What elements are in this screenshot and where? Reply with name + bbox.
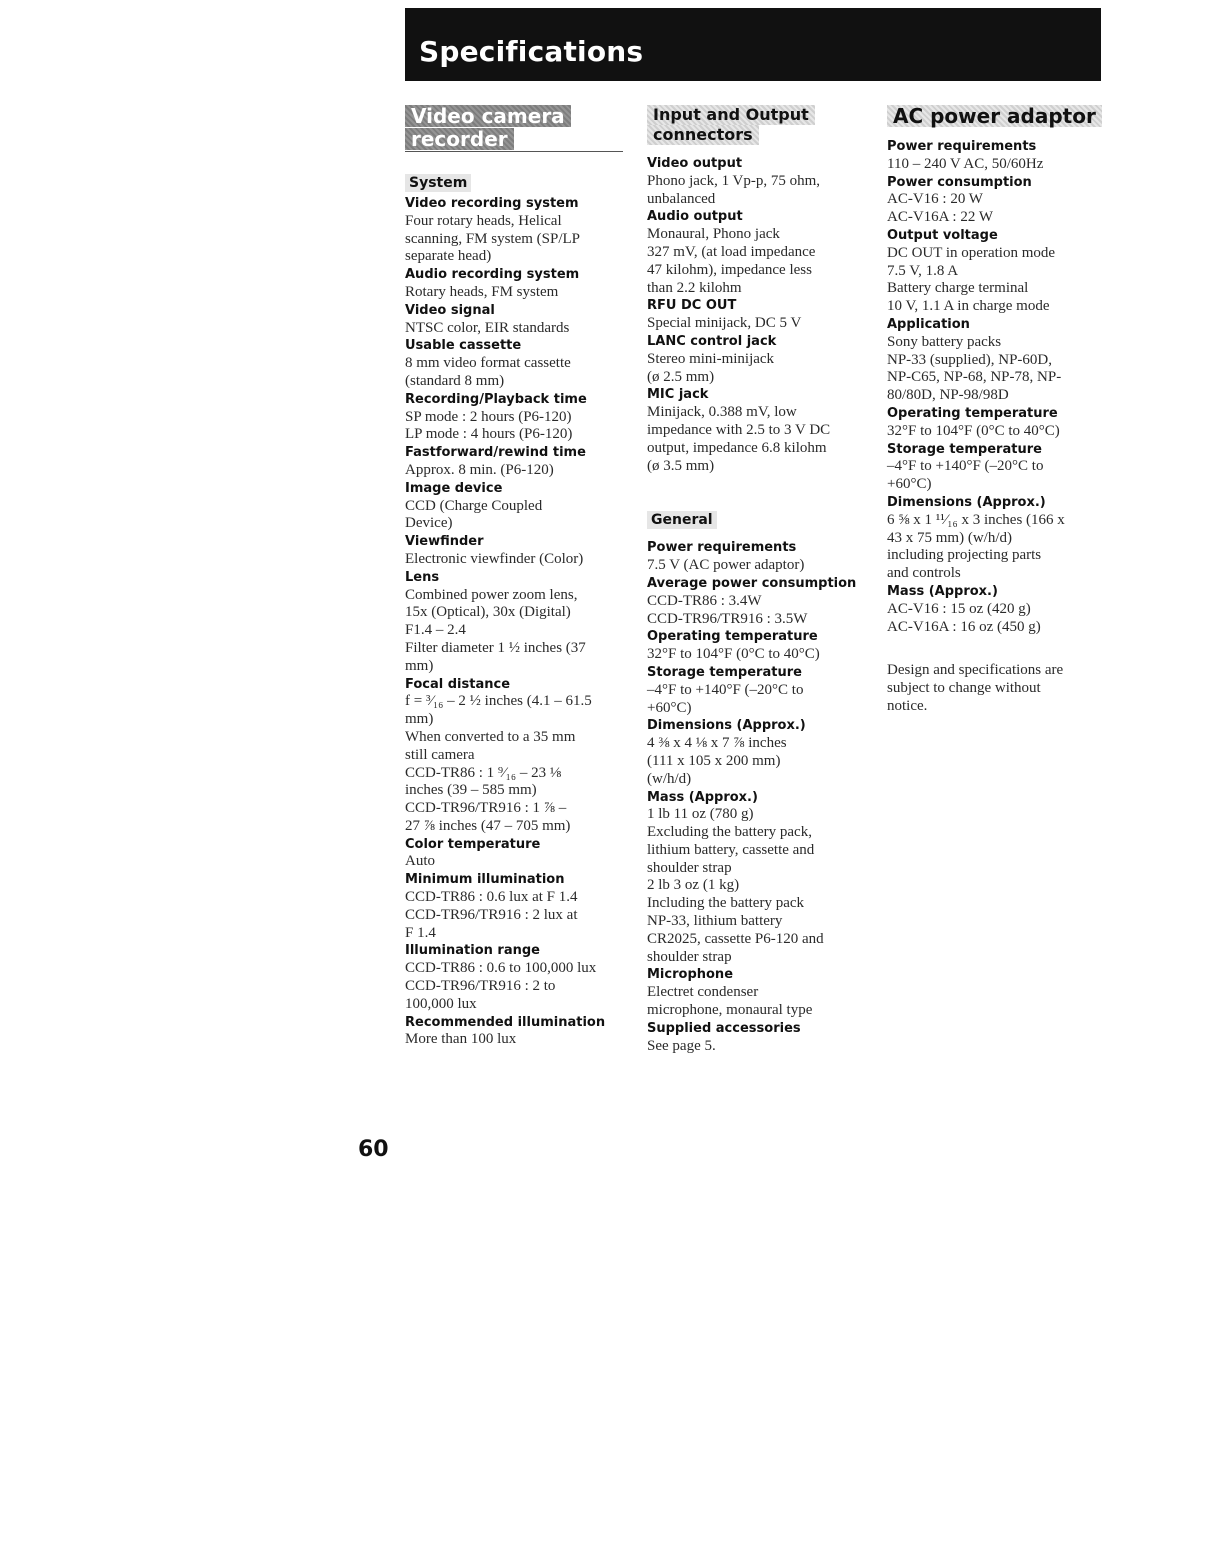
- spec-label: Color temperature: [405, 836, 541, 852]
- spec-value: NP-33, lithium battery: [647, 913, 783, 930]
- spec-value: mm): [405, 711, 434, 728]
- column-video-camera-recorder: [405, 105, 623, 1049]
- spec-label: Viewfinder: [405, 534, 484, 550]
- spec-list: [647, 155, 875, 475]
- spec-value: Electret condenser: [647, 984, 759, 1001]
- heading-line-1: Input and Output: [647, 105, 815, 125]
- spec-value: 4 ⅜ x 4 ⅛ x 7 ⅞ inches: [647, 735, 787, 752]
- spec-value: Auto: [405, 853, 435, 870]
- spec-value: 110 – 240 V AC, 50/60Hz: [887, 155, 1044, 172]
- spec-label: Power consumption: [887, 174, 1032, 190]
- spec-label: Operating temperature: [647, 629, 818, 645]
- spec-label: Application: [887, 316, 970, 332]
- spec-value: microphone, monaural type: [647, 1002, 813, 1019]
- notice-text: [887, 662, 1102, 715]
- spec-value: mm): [405, 657, 434, 674]
- subheading-general: General: [647, 511, 717, 529]
- spec-value: unbalanced: [647, 190, 716, 207]
- spec-value: shoulder strap: [647, 948, 732, 965]
- spec-value: Excluding the battery pack,: [647, 824, 812, 841]
- spec-label: Supplied accessories: [647, 1020, 801, 1036]
- spec-label: Usable cassette: [405, 338, 522, 354]
- spec-value: –4°F to +140°F (–20°C to: [647, 681, 804, 698]
- spec-value: Battery charge terminal: [887, 280, 1029, 297]
- spec-value: (standard 8 mm): [405, 372, 505, 389]
- spec-label: Power requirements: [887, 139, 1037, 154]
- spec-value: +60°C): [647, 699, 692, 716]
- spec-label: Audio recording system: [405, 267, 580, 283]
- spec-value: 10 V, 1.1 A in charge mode: [887, 298, 1050, 315]
- column-ac-power-adaptor: [887, 105, 1102, 716]
- spec-label: Storage temperature: [887, 441, 1042, 457]
- spec-value: 43 x 75 mm) (w/h/d): [887, 529, 1012, 546]
- spec-value: +60°C): [887, 476, 932, 493]
- spec-value: 2 lb 3 oz (1 kg): [647, 877, 740, 894]
- spec-value: CCD-TR96/TR916 : 1 ⅞ –: [405, 800, 567, 817]
- spec-value: f = ³⁄₁₆ – 2 ½ inches (4.1 – 61.5: [405, 693, 592, 710]
- spec-label: Audio output: [647, 209, 743, 225]
- spec-list: [405, 195, 623, 1049]
- spec-label: LANC control jack: [647, 333, 777, 349]
- spec-list: [887, 138, 1102, 636]
- spec-value: Monaural, Phono jack: [647, 226, 780, 243]
- notice-line: notice.: [887, 697, 928, 714]
- spec-value: inches (39 – 585 mm): [405, 782, 537, 799]
- spec-label: RFU DC OUT: [647, 298, 737, 314]
- spec-value: CCD-TR86 : 1 ⁹⁄₁₆ – 23 ⅛: [405, 764, 562, 781]
- spec-value: still camera: [405, 746, 475, 763]
- section-heading-ac-power-adaptor: AC power adaptor: [887, 105, 1102, 127]
- spec-value: More than 100 lux: [405, 1031, 517, 1048]
- spec-value: output, impedance 6.8 kilohm: [647, 439, 827, 456]
- spec-value: 1 lb 11 oz (780 g): [647, 806, 754, 823]
- section-heading-input-output: [647, 105, 875, 145]
- spec-value: separate head): [405, 248, 492, 265]
- spec-value: 32°F to 104°F (0°C to 40°C): [887, 422, 1060, 439]
- spec-value: impedance with 2.5 to 3 V DC: [647, 421, 831, 438]
- title-banner: [405, 8, 1101, 81]
- spec-list-general: [647, 539, 875, 1055]
- spec-value: F 1.4: [405, 924, 436, 941]
- spec-label: Image device: [405, 480, 503, 496]
- spec-value: AC-V16 : 20 W: [887, 191, 983, 208]
- spec-value: F1.4 – 2.4: [405, 622, 466, 639]
- spec-value: 47 kilohm), impedance less: [647, 261, 812, 278]
- spec-value: (ø 2.5 mm): [647, 368, 715, 385]
- spec-label: Operating temperature: [887, 405, 1058, 421]
- spec-label: Storage temperature: [647, 664, 802, 680]
- spec-value: AC-V16A : 22 W: [887, 209, 993, 226]
- page-number: 60: [358, 1137, 389, 1162]
- spec-value: Combined power zoom lens,: [405, 586, 578, 603]
- page-title: Specifications: [419, 35, 644, 68]
- section-heading-video-camera-recorder: [405, 105, 623, 152]
- spec-value: CCD (Charge Coupled: [405, 497, 543, 514]
- spec-value: 32°F to 104°F (0°C to 40°C): [647, 646, 820, 663]
- spec-value: Phono jack, 1 Vp-p, 75 ohm,: [647, 172, 821, 189]
- spec-value: –4°F to +140°F (–20°C to: [887, 458, 1044, 475]
- spec-value: CCD-TR86 : 0.6 to 100,000 lux: [405, 960, 597, 977]
- spec-label: Fastforward/rewind time: [405, 445, 586, 461]
- heading-line-2: connectors: [647, 125, 759, 145]
- spec-value: LP mode : 4 hours (P6-120): [405, 426, 573, 443]
- spec-label: Video recording system: [405, 196, 579, 211]
- spec-value: SP mode : 2 hours (P6-120): [405, 408, 572, 425]
- spec-label: Dimensions (Approx.): [647, 718, 806, 734]
- spec-label: Dimensions (Approx.): [887, 494, 1046, 510]
- spec-value: than 2.2 kilohm: [647, 279, 742, 296]
- subheading-system: System: [405, 174, 471, 192]
- spec-value: and controls: [887, 565, 961, 582]
- spec-value: AC-V16A : 16 oz (450 g): [887, 618, 1041, 635]
- spec-value: Four rotary heads, Helical: [405, 212, 562, 229]
- spec-value: Approx. 8 min. (P6-120): [405, 461, 554, 478]
- spec-value: Electronic viewfinder (Color): [405, 550, 584, 567]
- spec-value: Including the battery pack: [647, 895, 805, 912]
- spec-value: 80/80D, NP-98/98D: [887, 387, 1009, 404]
- spec-value: (111 x 105 x 200 mm): [647, 752, 781, 769]
- spec-value: Device): [405, 515, 453, 532]
- notice-line: Design and specifications are: [887, 662, 1064, 679]
- spec-label: Video output: [647, 156, 743, 171]
- spec-value: CCD-TR96/TR916 : 2 lux at: [405, 906, 578, 923]
- spec-label: MIC jack: [647, 387, 709, 403]
- spec-value: including projecting parts: [887, 547, 1042, 564]
- spec-value: NP-C65, NP-68, NP-78, NP-: [887, 369, 1062, 386]
- spec-value: CCD-TR86 : 0.6 lux at F 1.4: [405, 889, 578, 906]
- spec-value: 6 ⅝ x 1 ¹¹⁄₁₆ x 3 inches (166 x: [887, 511, 1065, 528]
- spec-label: Minimum illumination: [405, 872, 565, 888]
- spec-value: (ø 3.5 mm): [647, 457, 715, 474]
- spec-label: Power requirements: [647, 540, 797, 556]
- spec-label: Recommended illumination: [405, 1014, 606, 1030]
- spec-label: Mass (Approx.): [647, 789, 758, 805]
- spec-value: DC OUT in operation mode: [887, 244, 1056, 261]
- spec-value: 27 ⅞ inches (47 – 705 mm): [405, 817, 571, 834]
- spec-value: scanning, FM system (SP/LP: [405, 230, 581, 247]
- heading-line-2: recorder: [405, 128, 514, 150]
- spec-value: 15x (Optical), 30x (Digital): [405, 604, 571, 621]
- spec-value: NTSC color, EIR standards: [405, 319, 570, 336]
- heading-line-1: Video camera: [405, 105, 571, 127]
- spec-value: CCD-TR86 : 3.4W: [647, 592, 762, 609]
- spec-value: See page 5.: [647, 1037, 716, 1054]
- column-input-output: [647, 105, 875, 1055]
- notice-line: subject to change without: [887, 680, 1041, 697]
- spec-value: CR2025, cassette P6-120 and: [647, 930, 824, 947]
- spec-value: Stereo mini-minijack: [647, 350, 775, 367]
- spec-label: Recording/Playback time: [405, 391, 587, 407]
- spec-value: Sony battery packs: [887, 333, 1002, 350]
- spec-value: (w/h/d): [647, 770, 692, 787]
- spec-value: 8 mm video format cassette: [405, 355, 571, 372]
- spec-label: Output voltage: [887, 227, 998, 243]
- spec-label: Average power consumption: [647, 575, 857, 591]
- spec-label: Focal distance: [405, 676, 511, 692]
- spec-value: AC-V16 : 15 oz (420 g): [887, 600, 1031, 617]
- spec-label: Illumination range: [405, 943, 540, 959]
- spec-value: 7.5 V (AC power adaptor): [647, 557, 805, 574]
- spec-value: shoulder strap: [647, 859, 732, 876]
- spec-label: Video signal: [405, 302, 495, 318]
- spec-value: Minijack, 0.388 mV, low: [647, 404, 797, 421]
- spec-value: When converted to a 35 mm: [405, 728, 576, 745]
- spec-value: NP-33 (supplied), NP-60D,: [887, 351, 1052, 368]
- spec-value: Special minijack, DC 5 V: [647, 315, 802, 332]
- spec-value: CCD-TR96/TR916 : 2 to: [405, 978, 556, 995]
- spec-label: Microphone: [647, 967, 734, 983]
- spec-value: 100,000 lux: [405, 995, 477, 1012]
- spec-value: 327 mV, (at load impedance: [647, 243, 816, 260]
- spec-value: 7.5 V, 1.8 A: [887, 262, 959, 279]
- spec-value: lithium battery, cassette and: [647, 841, 815, 858]
- spec-label: Mass (Approx.): [887, 583, 998, 599]
- spec-value: Filter diameter 1 ½ inches (37: [405, 639, 586, 656]
- spec-value: Rotary heads, FM system: [405, 283, 559, 300]
- spec-label: Lens: [405, 569, 440, 585]
- spec-value: CCD-TR96/TR916 : 3.5W: [647, 610, 808, 627]
